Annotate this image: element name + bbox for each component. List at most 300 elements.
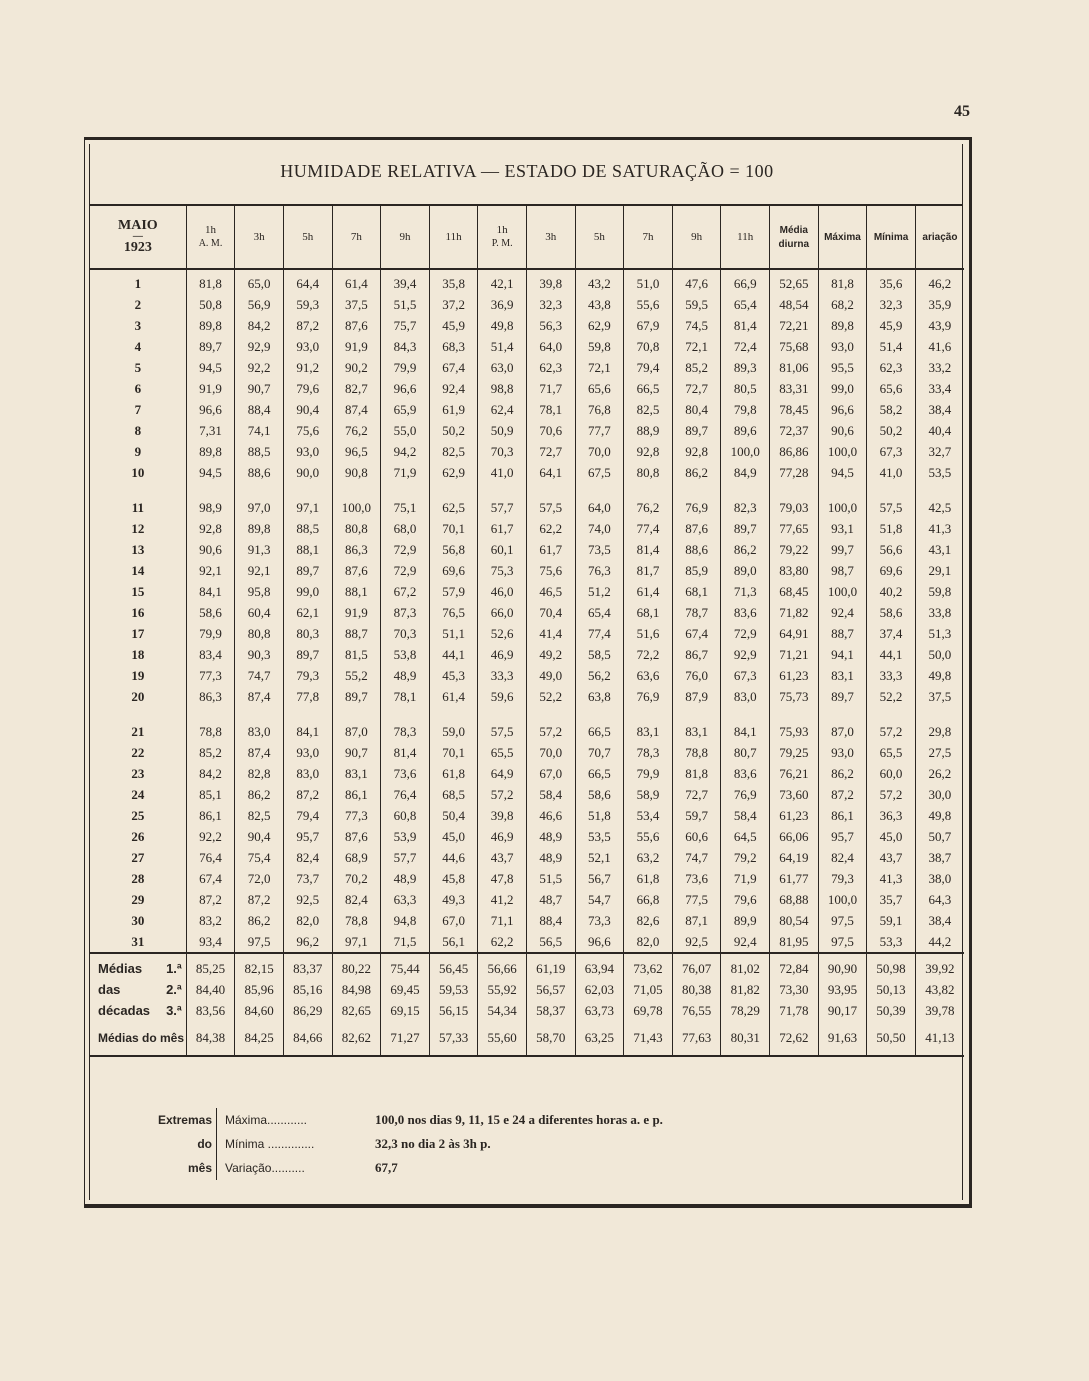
value-cell: 80,22: [332, 953, 381, 979]
value-cell: 82,5: [235, 805, 284, 826]
value-cell: 61,7: [526, 539, 575, 560]
value-cell: 43,9: [915, 315, 964, 336]
value-cell: 56,9: [235, 294, 284, 315]
table-row: [90, 742, 964, 763]
table-title: HUMIDADE RELATIVA — ESTADO DE SATURAÇÃO = 100: [280, 161, 774, 181]
value-cell: 83,0: [235, 721, 284, 742]
value-cell: 75,6: [526, 560, 575, 581]
day-cell: 8: [134, 422, 142, 438]
value-cell: 51,6: [624, 623, 673, 644]
value-cell: 33,3: [867, 665, 916, 686]
value-cell: 86,2: [818, 763, 867, 784]
value-cell: 77,28: [770, 462, 819, 483]
value-cell: 88,5: [235, 441, 284, 462]
value-cell: 84,40: [186, 979, 235, 1000]
value-cell: 7,31: [186, 420, 235, 441]
col-header-label: 7h: [642, 231, 654, 243]
value-cell: 82,65: [332, 1000, 381, 1021]
value-cell: 83,80: [770, 560, 819, 581]
day-cell: 19: [131, 667, 145, 683]
extreme-value: 32,3 no dia 2 às 3h p.: [375, 1136, 491, 1151]
value-cell: 29,8: [915, 721, 964, 742]
value-cell: 88,7: [332, 623, 381, 644]
value-cell: 60,1: [478, 539, 527, 560]
value-cell: 35,9: [915, 294, 964, 315]
value-cell: 64,3: [915, 889, 964, 910]
value-cell: 61,19: [526, 953, 575, 979]
value-cell: 74,7: [672, 847, 721, 868]
value-cell: 98,9: [186, 497, 235, 518]
value-cell: 100,0: [818, 441, 867, 462]
value-cell: 78,3: [624, 742, 673, 763]
value-cell: 72,21: [770, 315, 819, 336]
value-cell: 80,8: [624, 462, 673, 483]
value-cell: 65,5: [867, 742, 916, 763]
value-cell: 58,4: [526, 784, 575, 805]
value-cell: 86,86: [770, 441, 819, 462]
day-cell: 25: [131, 807, 145, 823]
value-cell: 85,2: [186, 742, 235, 763]
day-cell: 13: [131, 541, 145, 557]
value-cell: 75,73: [770, 686, 819, 707]
value-cell: 76,07: [672, 953, 721, 979]
value-cell: 97,5: [818, 910, 867, 931]
value-cell: 77,4: [575, 623, 624, 644]
value-cell: 54,34: [478, 1000, 527, 1021]
value-cell: 80,8: [332, 518, 381, 539]
day-cell: 7: [134, 401, 142, 417]
value-cell: 72,7: [526, 441, 575, 462]
value-cell: 86,1: [186, 805, 235, 826]
value-cell: 100,0: [818, 497, 867, 518]
table-row: [90, 315, 964, 336]
col-header-label: 9h: [399, 231, 411, 243]
value-cell: 41,0: [867, 462, 916, 483]
value-cell: 81,7: [624, 560, 673, 581]
value-cell: 39,92: [915, 953, 964, 979]
col-header-label: 11h: [737, 231, 754, 243]
value-cell: 61,4: [429, 686, 478, 707]
value-cell: 75,68: [770, 336, 819, 357]
value-cell: 45,9: [867, 315, 916, 336]
value-cell: 57,2: [867, 784, 916, 805]
day-cell: 31: [131, 933, 145, 949]
value-cell: 59,8: [575, 336, 624, 357]
value-cell: 87,6: [332, 826, 381, 847]
day-cell: 23: [131, 765, 145, 781]
value-cell: 79,9: [624, 763, 673, 784]
value-cell: 87,4: [235, 686, 284, 707]
col-header: [915, 206, 964, 269]
value-cell: 65,6: [867, 378, 916, 399]
value-cell: 80,5: [721, 378, 770, 399]
value-cell: 59,3: [283, 294, 332, 315]
col-header: [672, 206, 721, 269]
extreme-label: Variação..........: [225, 1161, 305, 1175]
value-cell: 89,9: [721, 910, 770, 931]
value-cell: 72,2: [624, 644, 673, 665]
value-cell: 52,2: [526, 686, 575, 707]
value-cell: 86,7: [672, 644, 721, 665]
table-row: [90, 518, 964, 539]
value-cell: 94,1: [818, 644, 867, 665]
value-cell: 63,73: [575, 1000, 624, 1021]
value-cell: 85,1: [186, 784, 235, 805]
value-cell: 66,8: [624, 889, 673, 910]
value-cell: 49,8: [915, 805, 964, 826]
day-cell: 16: [131, 604, 145, 620]
value-cell: 57,5: [526, 497, 575, 518]
value-cell: 92,8: [624, 441, 673, 462]
value-cell: 77,3: [186, 665, 235, 686]
value-cell: 65,4: [575, 602, 624, 623]
value-cell: 78,1: [526, 399, 575, 420]
value-cell: 56,2: [575, 665, 624, 686]
value-cell: 99,0: [818, 378, 867, 399]
value-cell: 89,3: [721, 357, 770, 378]
day-cell: 20: [131, 688, 145, 704]
value-cell: 100,0: [721, 441, 770, 462]
value-cell: 57,33: [429, 1021, 478, 1056]
value-cell: 68,1: [672, 581, 721, 602]
extreme-label: Máxima............: [225, 1113, 308, 1127]
value-cell: 55,92: [478, 979, 527, 1000]
value-cell: 27,5: [915, 742, 964, 763]
value-cell: 37,2: [429, 294, 478, 315]
value-cell: 41,3: [915, 518, 964, 539]
value-cell: 93,95: [818, 979, 867, 1000]
value-cell: 56,66: [478, 953, 527, 979]
value-cell: 89,7: [721, 518, 770, 539]
value-cell: 74,5: [672, 315, 721, 336]
value-cell: 83,6: [721, 763, 770, 784]
value-cell: 72,62: [770, 1021, 819, 1056]
value-cell: 29,1: [915, 560, 964, 581]
value-cell: 92,8: [186, 518, 235, 539]
value-cell: 41,2: [478, 889, 527, 910]
extreme-row: [90, 1132, 950, 1156]
table-row: [90, 784, 964, 805]
value-cell: 79,03: [770, 497, 819, 518]
value-cell: 90,90: [818, 953, 867, 979]
value-cell: 73,5: [575, 539, 624, 560]
brace: [216, 1156, 225, 1180]
value-cell: 44,1: [867, 644, 916, 665]
col-header: [186, 206, 235, 269]
value-cell: 97,0: [235, 497, 284, 518]
value-cell: 39,8: [478, 805, 527, 826]
value-cell: 52,1: [575, 847, 624, 868]
value-cell: 81,8: [186, 269, 235, 294]
value-cell: 43,8: [575, 294, 624, 315]
value-cell: 68,5: [429, 784, 478, 805]
value-cell: 78,8: [332, 910, 381, 931]
value-cell: 82,5: [429, 441, 478, 462]
value-cell: 48,9: [381, 868, 430, 889]
value-cell: 53,5: [575, 826, 624, 847]
extreme-group-label: mês: [187, 1161, 212, 1175]
decade-group-label: Médias: [98, 961, 143, 976]
day-cell: 5: [134, 359, 142, 375]
value-cell: 79,9: [381, 357, 430, 378]
value-cell: 51,8: [867, 518, 916, 539]
value-cell: 71,7: [526, 378, 575, 399]
value-cell: 84,2: [186, 763, 235, 784]
value-cell: 67,4: [429, 357, 478, 378]
value-cell: 51,5: [526, 868, 575, 889]
value-cell: 51,1: [429, 623, 478, 644]
value-cell: 58,5: [575, 644, 624, 665]
value-cell: 38,0: [915, 868, 964, 889]
value-cell: 59,8: [915, 581, 964, 602]
value-cell: 82,7: [332, 378, 381, 399]
value-cell: 72,4: [721, 336, 770, 357]
value-cell: 83,56: [186, 1000, 235, 1021]
day-cell: 28: [131, 870, 145, 886]
value-cell: 82,3: [721, 497, 770, 518]
day-cell: 1: [134, 275, 142, 291]
value-cell: 83,2: [186, 910, 235, 931]
value-cell: 71,78: [770, 1000, 819, 1021]
value-cell: 77,3: [332, 805, 381, 826]
value-cell: 98,8: [478, 378, 527, 399]
value-cell: 76,4: [381, 784, 430, 805]
col-header-sub: A. M.: [198, 238, 223, 249]
value-cell: 80,3: [283, 623, 332, 644]
value-cell: 77,65: [770, 518, 819, 539]
day-cell: 2: [134, 296, 142, 312]
value-cell: 58,2: [867, 399, 916, 420]
value-cell: 84,1: [186, 581, 235, 602]
value-cell: 42,5: [915, 497, 964, 518]
value-cell: 65,4: [721, 294, 770, 315]
table-row: [90, 269, 964, 294]
value-cell: 61,8: [624, 868, 673, 889]
value-cell: 45,0: [429, 826, 478, 847]
value-cell: 80,7: [721, 742, 770, 763]
value-cell: 83,6: [721, 602, 770, 623]
col-header: [770, 206, 819, 269]
value-cell: 77,63: [672, 1021, 721, 1056]
value-cell: 57,7: [381, 847, 430, 868]
value-cell: 70,2: [332, 868, 381, 889]
value-cell: 61,23: [770, 665, 819, 686]
value-cell: 51,0: [624, 269, 673, 294]
col-header-label: 3h: [253, 231, 265, 243]
value-cell: 70,1: [429, 518, 478, 539]
value-cell: 48,9: [526, 826, 575, 847]
value-cell: 33,2: [915, 357, 964, 378]
value-cell: 92,9: [721, 644, 770, 665]
value-cell: 97,1: [283, 497, 332, 518]
value-cell: 38,4: [915, 910, 964, 931]
col-header: [575, 206, 624, 269]
value-cell: 74,0: [575, 518, 624, 539]
value-cell: 63,2: [624, 847, 673, 868]
table-row: [90, 847, 964, 868]
value-cell: 66,5: [624, 378, 673, 399]
value-cell: 36,9: [478, 294, 527, 315]
value-cell: 87,0: [818, 721, 867, 742]
value-cell: 89,7: [672, 420, 721, 441]
value-cell: 46,5: [526, 581, 575, 602]
value-cell: 99,0: [283, 581, 332, 602]
value-cell: 75,1: [381, 497, 430, 518]
day-cell: 12: [131, 520, 145, 536]
value-cell: 92,5: [672, 931, 721, 953]
table-row: [90, 644, 964, 665]
value-cell: 91,9: [186, 378, 235, 399]
value-cell: 51,8: [575, 805, 624, 826]
value-cell: 46,2: [915, 269, 964, 294]
value-cell: 75,93: [770, 721, 819, 742]
value-cell: 59,53: [429, 979, 478, 1000]
value-cell: 79,3: [283, 665, 332, 686]
value-cell: 47,6: [672, 269, 721, 294]
value-cell: 95,7: [818, 826, 867, 847]
value-cell: 48,9: [526, 847, 575, 868]
value-cell: 73,7: [283, 868, 332, 889]
value-cell: 47,8: [478, 868, 527, 889]
value-cell: 52,65: [770, 269, 819, 294]
extreme-row: [90, 1156, 950, 1180]
value-cell: 82,4: [283, 847, 332, 868]
value-cell: 44,6: [429, 847, 478, 868]
value-cell: 83,0: [721, 686, 770, 707]
value-cell: 83,1: [818, 665, 867, 686]
value-cell: 67,0: [429, 910, 478, 931]
value-cell: 76,2: [624, 497, 673, 518]
value-cell: 87,4: [235, 742, 284, 763]
value-cell: 56,1: [429, 931, 478, 953]
value-cell: 82,62: [332, 1021, 381, 1056]
value-cell: 38,7: [915, 847, 964, 868]
value-cell: 100,0: [332, 497, 381, 518]
value-cell: 68,9: [332, 847, 381, 868]
value-cell: 48,54: [770, 294, 819, 315]
day-cell: 22: [131, 744, 145, 760]
value-cell: 65,9: [381, 399, 430, 420]
value-cell: 60,6: [672, 826, 721, 847]
value-cell: 41,4: [526, 623, 575, 644]
value-cell: 37,5: [332, 294, 381, 315]
col-header: [818, 206, 867, 269]
value-cell: 75,4: [235, 847, 284, 868]
value-cell: 35,6: [867, 269, 916, 294]
value-cell: 73,6: [672, 868, 721, 889]
value-cell: 46,6: [526, 805, 575, 826]
value-cell: 92,1: [186, 560, 235, 581]
value-cell: 77,5: [672, 889, 721, 910]
day-cell: 14: [131, 562, 145, 578]
value-cell: 62,2: [526, 518, 575, 539]
value-cell: 50,8: [186, 294, 235, 315]
value-cell: 86,29: [283, 1000, 332, 1021]
value-cell: 41,0: [478, 462, 527, 483]
decade-label-cell: [90, 979, 186, 1000]
value-cell: 79,4: [624, 357, 673, 378]
col-header-label: 5h: [302, 231, 314, 243]
value-cell: 79,9: [186, 623, 235, 644]
value-cell: 79,2: [721, 847, 770, 868]
col-header-label: 11h: [445, 231, 462, 243]
value-cell: 67,3: [721, 665, 770, 686]
value-cell: 85,9: [672, 560, 721, 581]
value-cell: 94,8: [381, 910, 430, 931]
value-cell: 83,37: [283, 953, 332, 979]
year-label: 1923: [123, 240, 152, 255]
brace: [216, 1132, 225, 1156]
days-body: [90, 269, 964, 953]
value-cell: 87,6: [332, 315, 381, 336]
day-cell: 11: [131, 499, 144, 515]
value-cell: 72,84: [770, 953, 819, 979]
value-cell: 89,8: [186, 315, 235, 336]
value-cell: 43,82: [915, 979, 964, 1000]
value-cell: 60,8: [381, 805, 430, 826]
value-cell: 76,21: [770, 763, 819, 784]
value-cell: 50,0: [915, 644, 964, 665]
value-cell: 76,2: [332, 420, 381, 441]
value-cell: 89,8: [818, 315, 867, 336]
value-cell: 79,6: [283, 378, 332, 399]
value-cell: 54,7: [575, 889, 624, 910]
value-cell: 91,2: [283, 357, 332, 378]
value-cell: 84,2: [235, 315, 284, 336]
value-cell: 70,3: [478, 441, 527, 462]
value-cell: 68,3: [429, 336, 478, 357]
value-cell: 48,9: [381, 665, 430, 686]
value-cell: 66,0: [478, 602, 527, 623]
value-cell: 78,7: [672, 602, 721, 623]
value-cell: 67,4: [186, 868, 235, 889]
value-cell: 68,0: [381, 518, 430, 539]
value-cell: 93,0: [283, 336, 332, 357]
value-cell: 43,7: [478, 847, 527, 868]
value-cell: 40,4: [915, 420, 964, 441]
value-cell: 43,7: [867, 847, 916, 868]
value-cell: 40,2: [867, 581, 916, 602]
value-cell: 87,2: [283, 784, 332, 805]
value-cell: 79,8: [721, 399, 770, 420]
value-cell: 61,4: [624, 581, 673, 602]
table-row: [90, 420, 964, 441]
value-cell: 70,8: [624, 336, 673, 357]
value-cell: 63,3: [381, 889, 430, 910]
value-cell: 93,0: [818, 336, 867, 357]
value-cell: 57,5: [867, 497, 916, 518]
value-cell: 62,9: [429, 462, 478, 483]
value-cell: 36,3: [867, 805, 916, 826]
value-cell: 81,82: [721, 979, 770, 1000]
value-cell: 72,0: [235, 868, 284, 889]
day-cell: 6: [134, 380, 142, 396]
value-cell: 56,6: [867, 539, 916, 560]
value-cell: 61,8: [429, 763, 478, 784]
value-cell: 96,5: [332, 441, 381, 462]
decade-label-cell: [90, 1000, 186, 1021]
value-cell: 73,3: [575, 910, 624, 931]
col-header-label: Máxima: [824, 231, 861, 243]
value-cell: 90,7: [332, 742, 381, 763]
value-cell: 58,37: [526, 1000, 575, 1021]
day-cell: 24: [131, 786, 145, 802]
value-cell: 83,1: [332, 763, 381, 784]
table-row: [90, 910, 964, 931]
value-cell: 82,6: [624, 910, 673, 931]
value-cell: 49,8: [478, 315, 527, 336]
table-row: [90, 399, 964, 420]
